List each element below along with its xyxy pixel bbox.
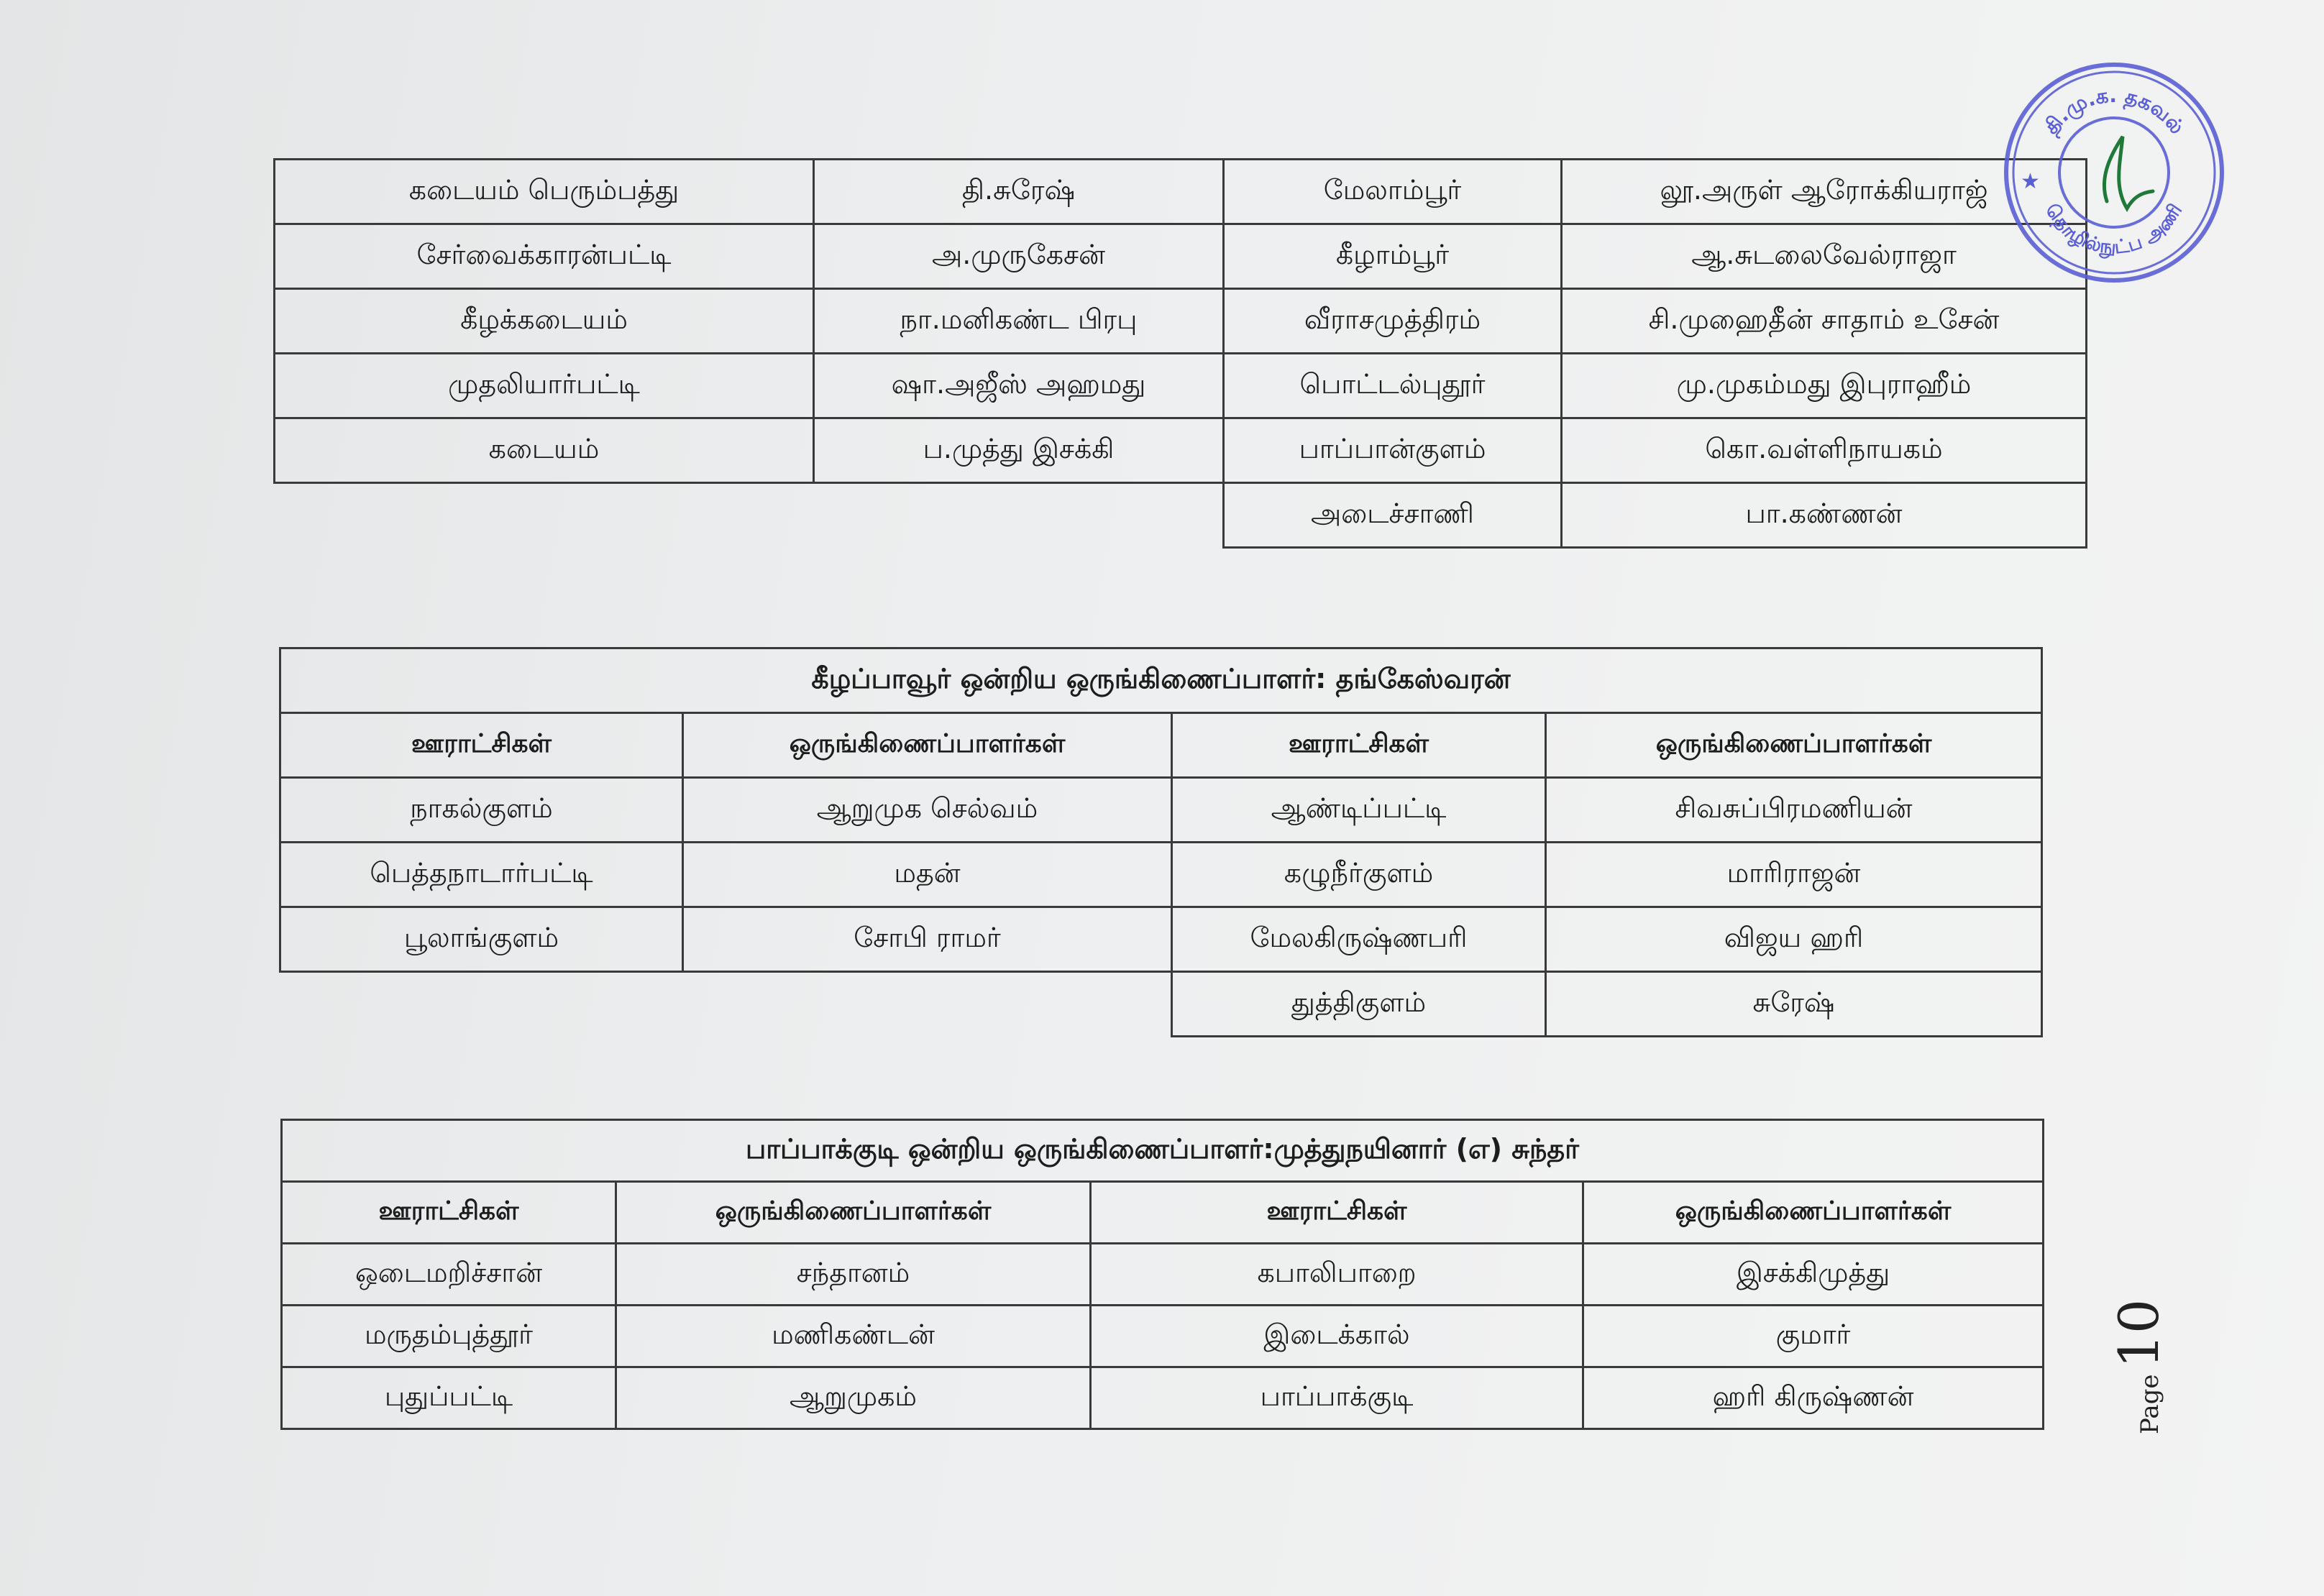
coordinator-cell: இசக்கிமுத்து [1583, 1244, 2044, 1306]
coordinator-cell: தி.சுரேஷ் [814, 160, 1224, 224]
panchayat-cell: மேலகிருஷ்ணபரி [1172, 907, 1546, 972]
stamp-bottom-text: தொழில்நுட்ப அணி [2041, 200, 2187, 259]
column-header: ஊராட்சிகள் [280, 713, 683, 778]
empty-cell [275, 483, 814, 548]
signature-icon [2104, 137, 2153, 208]
panchayat-cell: பொட்டல்புதூர் [1224, 354, 1562, 418]
table-title-row [282, 1120, 2044, 1182]
panchayat-cell: நாகல்குளம் [280, 778, 683, 843]
coordinator-cell: கொ.வள்ளிநாயகம் [1562, 418, 2087, 483]
panchayat-cell: முதலியார்பட்டி [275, 354, 814, 418]
coordinator-cell: ஆ.சுடலைவேல்ராஜா [1562, 224, 2087, 289]
table-title: கீழப்பாவூர் ஒன்றிய ஒருங்கிணைப்பாளர்: தங்கேஸ்வரன் [280, 648, 2042, 713]
table-row [282, 1367, 2044, 1429]
panchayat-cell: துத்திகுளம் [1172, 972, 1546, 1037]
column-header: ஊராட்சிகள் [1091, 1182, 1583, 1244]
panchayat-cell: மருதம்புத்தூர் [282, 1306, 616, 1367]
stamp-top-text: தி.மு.க. தகவல் [2039, 83, 2190, 139]
coordinator-cell: லூ.அருள் ஆரோக்கியராஜ் [1562, 160, 2087, 224]
table-header-row [282, 1182, 2044, 1244]
coordinator-cell: ஆறுமுக செல்வம் [683, 778, 1172, 843]
table-title: பாப்பாக்குடி ஒன்றிய ஒருங்கிணைப்பாளர்:முத்துநயினார் (எ) சுந்தர் [282, 1120, 2044, 1182]
coordinator-cell: பா.கண்ணன் [1562, 483, 2087, 548]
panchayat-cell: பாப்பாக்குடி [1091, 1367, 1583, 1429]
coordinator-cell: நா.மனிகண்ட பிரபு [814, 289, 1224, 354]
panchayat-cell: ஒடைமறிச்சான் [282, 1244, 616, 1306]
table-row [275, 289, 2087, 354]
coordinator-cell: சோபி ராமர் [683, 907, 1172, 972]
panchayat-cell: புதுப்பட்டி [282, 1367, 616, 1429]
coordinator-cell: சுரேஷ் [1546, 972, 2042, 1037]
coordinators-table-kadayam [273, 158, 2087, 549]
panchayat-cell: வீராசமுத்திரம் [1224, 289, 1562, 354]
panchayat-cell: பாப்பான்குளம் [1224, 418, 1562, 483]
coordinator-cell: மு.முகம்மது இபுராஹீம் [1562, 354, 2087, 418]
column-header: ஒருங்கிணைப்பாளர்கள் [1546, 713, 2042, 778]
panchayat-cell: கீழக்கடையம் [275, 289, 814, 354]
coordinator-cell: சி.முஹைதீன் சாதாம் உசேன் [1562, 289, 2087, 354]
coordinators-table-pappakudi [280, 1119, 2044, 1430]
coordinator-cell: குமார் [1583, 1306, 2044, 1367]
coordinator-cell: சிவசுப்பிரமணியன் [1546, 778, 2042, 843]
empty-cell [814, 483, 1224, 548]
coordinator-cell: மாரிராஜன் [1546, 843, 2042, 907]
stamp-star-icon: ★ [2021, 169, 2040, 194]
coordinator-cell: விஜய ஹரி [1546, 907, 2042, 972]
coordinator-cell: அ.முருகேசன் [814, 224, 1224, 289]
panchayat-cell: இடைக்கால் [1091, 1306, 1583, 1367]
table-row [275, 483, 2087, 548]
panchayat-cell: அடைச்சாணி [1224, 483, 1562, 548]
table-row [275, 418, 2087, 483]
panchayat-cell: கடையம் [275, 418, 814, 483]
column-header: ஒருங்கிணைப்பாளர்கள் [683, 713, 1172, 778]
panchayat-cell: ஆண்டிப்பட்டி [1172, 778, 1546, 843]
page-label: Page [2136, 1374, 2164, 1434]
table-row [280, 843, 2042, 907]
panchayat-cell: கழுநீர்குளம் [1172, 843, 1546, 907]
panchayat-cell: பெத்தநாடார்பட்டி [280, 843, 683, 907]
panchayat-cell: பூலாங்குளம் [280, 907, 683, 972]
panchayat-cell: கபாலிபாறை [1091, 1244, 1583, 1306]
empty-cell [683, 972, 1172, 1037]
coordinator-cell: மணிகண்டன் [616, 1306, 1091, 1367]
official-stamp [1999, 58, 2229, 288]
panchayat-cell: சேர்வைக்காரன்பட்டி [275, 224, 814, 289]
coordinator-cell: ப.முத்து இசக்கி [814, 418, 1224, 483]
coordinator-cell: ஆறுமுகம் [616, 1367, 1091, 1429]
table-row [280, 778, 2042, 843]
table-row [275, 224, 2087, 289]
table-row [280, 972, 2042, 1037]
table-row [280, 907, 2042, 972]
coordinator-cell: ஹரி கிருஷ்ணன் [1583, 1367, 2044, 1429]
table-header-row [280, 713, 2042, 778]
page-number [2085, 1298, 2229, 1445]
panchayat-cell: கீழாம்பூர் [1224, 224, 1562, 289]
coordinator-cell: மதன் [683, 843, 1172, 907]
column-header: ஒருங்கிணைப்பாளர்கள் [616, 1182, 1091, 1244]
table-row [282, 1244, 2044, 1306]
table-row [275, 354, 2087, 418]
column-header: ஒருங்கிணைப்பாளர்கள் [1583, 1182, 2044, 1244]
page-number-value: 10 [2107, 1298, 2171, 1369]
panchayat-cell: கடையம் பெரும்பத்து [275, 160, 814, 224]
coordinator-cell: சந்தானம் [616, 1244, 1091, 1306]
panchayat-cell: மேலாம்பூர் [1224, 160, 1562, 224]
coordinators-table-keezhapavoor [279, 647, 2043, 1037]
column-header: ஊராட்சிகள் [1172, 713, 1546, 778]
table-row [275, 160, 2087, 224]
empty-cell [280, 972, 683, 1037]
table-title-row [280, 648, 2042, 713]
column-header: ஊராட்சிகள் [282, 1182, 616, 1244]
coordinator-cell: ஷா.அஜீஸ் அஹமது [814, 354, 1224, 418]
table-row [282, 1306, 2044, 1367]
